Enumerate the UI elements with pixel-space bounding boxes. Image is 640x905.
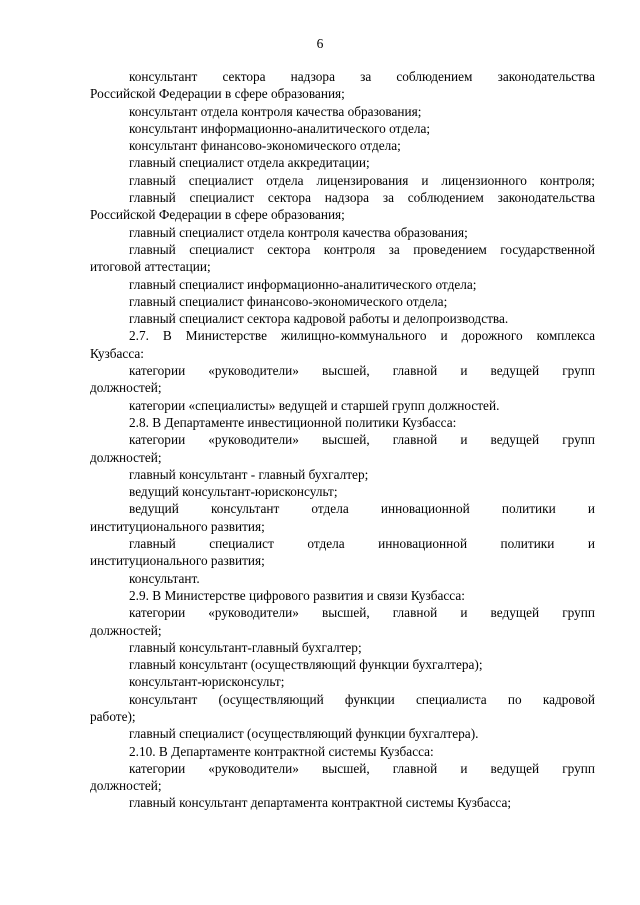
- text-line: институционального развития;: [90, 553, 265, 569]
- text-line: главный специалист сектора контроля за проведением государственной: [129, 241, 595, 257]
- text-line: должностей;: [90, 622, 162, 638]
- text-line: главный консультант (осуществляющий функции бухгалтера);: [129, 657, 483, 673]
- text-line: главный консультант департамента контрактной системы Кузбасса;: [129, 795, 512, 811]
- text-line: главный консультант-главный бухгалтер;: [129, 639, 362, 655]
- text-line: главный специалист (осуществляющий функции бухгалтера).: [129, 726, 479, 742]
- text-line: главный специалист информационно-аналитического отдела;: [129, 276, 477, 292]
- text-line: Кузбасса:: [90, 345, 144, 361]
- text-line: 2.8. В Департаменте инвестиционной политики Кузбасса:: [129, 414, 457, 430]
- text-line: категории «руководители» высшей, главной и ведущей групп: [129, 760, 595, 776]
- text-line: главный специалист финансово-экономического отдела;: [129, 293, 448, 309]
- text-line: ведущий консультант-юрисконсульт;: [129, 484, 338, 500]
- text-line: должностей;: [90, 380, 162, 396]
- text-line: категории «руководители» высшей, главной и ведущей групп: [129, 605, 595, 621]
- text-line: работе);: [90, 708, 136, 724]
- text-line: категории «специалисты» ведущей и старшей групп должностей.: [129, 397, 500, 413]
- text-line: должностей;: [90, 778, 162, 794]
- text-line: главный специалист отдела лицензирования и лицензионного контроля;: [129, 172, 595, 188]
- text-line: итоговой аттестации;: [90, 259, 211, 275]
- document-body: [90, 68, 595, 812]
- text-line: консультант-юрисконсульт;: [129, 674, 285, 690]
- text-line: главный специалист отдела контроля качества образования;: [129, 224, 468, 240]
- text-line: категории «руководители» высшей, главной и ведущей групп: [129, 432, 595, 448]
- text-line: консультант информационно-аналитического отдела;: [129, 120, 431, 136]
- text-line: консультант отдела контроля качества образования;: [129, 103, 422, 119]
- text-line: 2.9. В Министерстве цифрового развития и связи Кузбасса:: [129, 587, 465, 603]
- text-line: консультант.: [129, 570, 200, 586]
- text-line: 2.10. В Департаменте контрактной системы Кузбасса:: [129, 743, 434, 759]
- text-line: главный специалист отдела инновационной политики и: [129, 536, 595, 552]
- text-line: главный консультант - главный бухгалтер;: [129, 466, 369, 482]
- text-line: институционального развития;: [90, 518, 265, 534]
- text-line: консультант (осуществляющий функции специалиста по кадровой: [129, 691, 595, 707]
- text-line: ведущий консультант отдела инновационной политики и: [129, 501, 595, 517]
- text-line: главный специалист отдела аккредитации;: [129, 155, 370, 171]
- text-line: главный специалист сектора надзора за соблюдением законодательства: [129, 190, 595, 206]
- text-line: главный специалист сектора кадровой работы и делопроизводства.: [129, 311, 509, 327]
- text-line: консультант финансово-экономического отдела;: [129, 138, 401, 154]
- text-line: категории «руководители» высшей, главной и ведущей групп: [129, 363, 595, 379]
- text-line: консультант сектора надзора за соблюдением законодательства: [129, 69, 595, 84]
- page-number: 6: [316, 36, 324, 51]
- text-line: Российской Федерации в сфере образования;: [90, 207, 345, 223]
- text-line: должностей;: [90, 449, 162, 465]
- text-line: Российской Федерации в сфере образования;: [90, 86, 345, 102]
- text-line: 2.7. В Министерстве жилищно-коммунального и дорожного комплекса: [129, 328, 595, 344]
